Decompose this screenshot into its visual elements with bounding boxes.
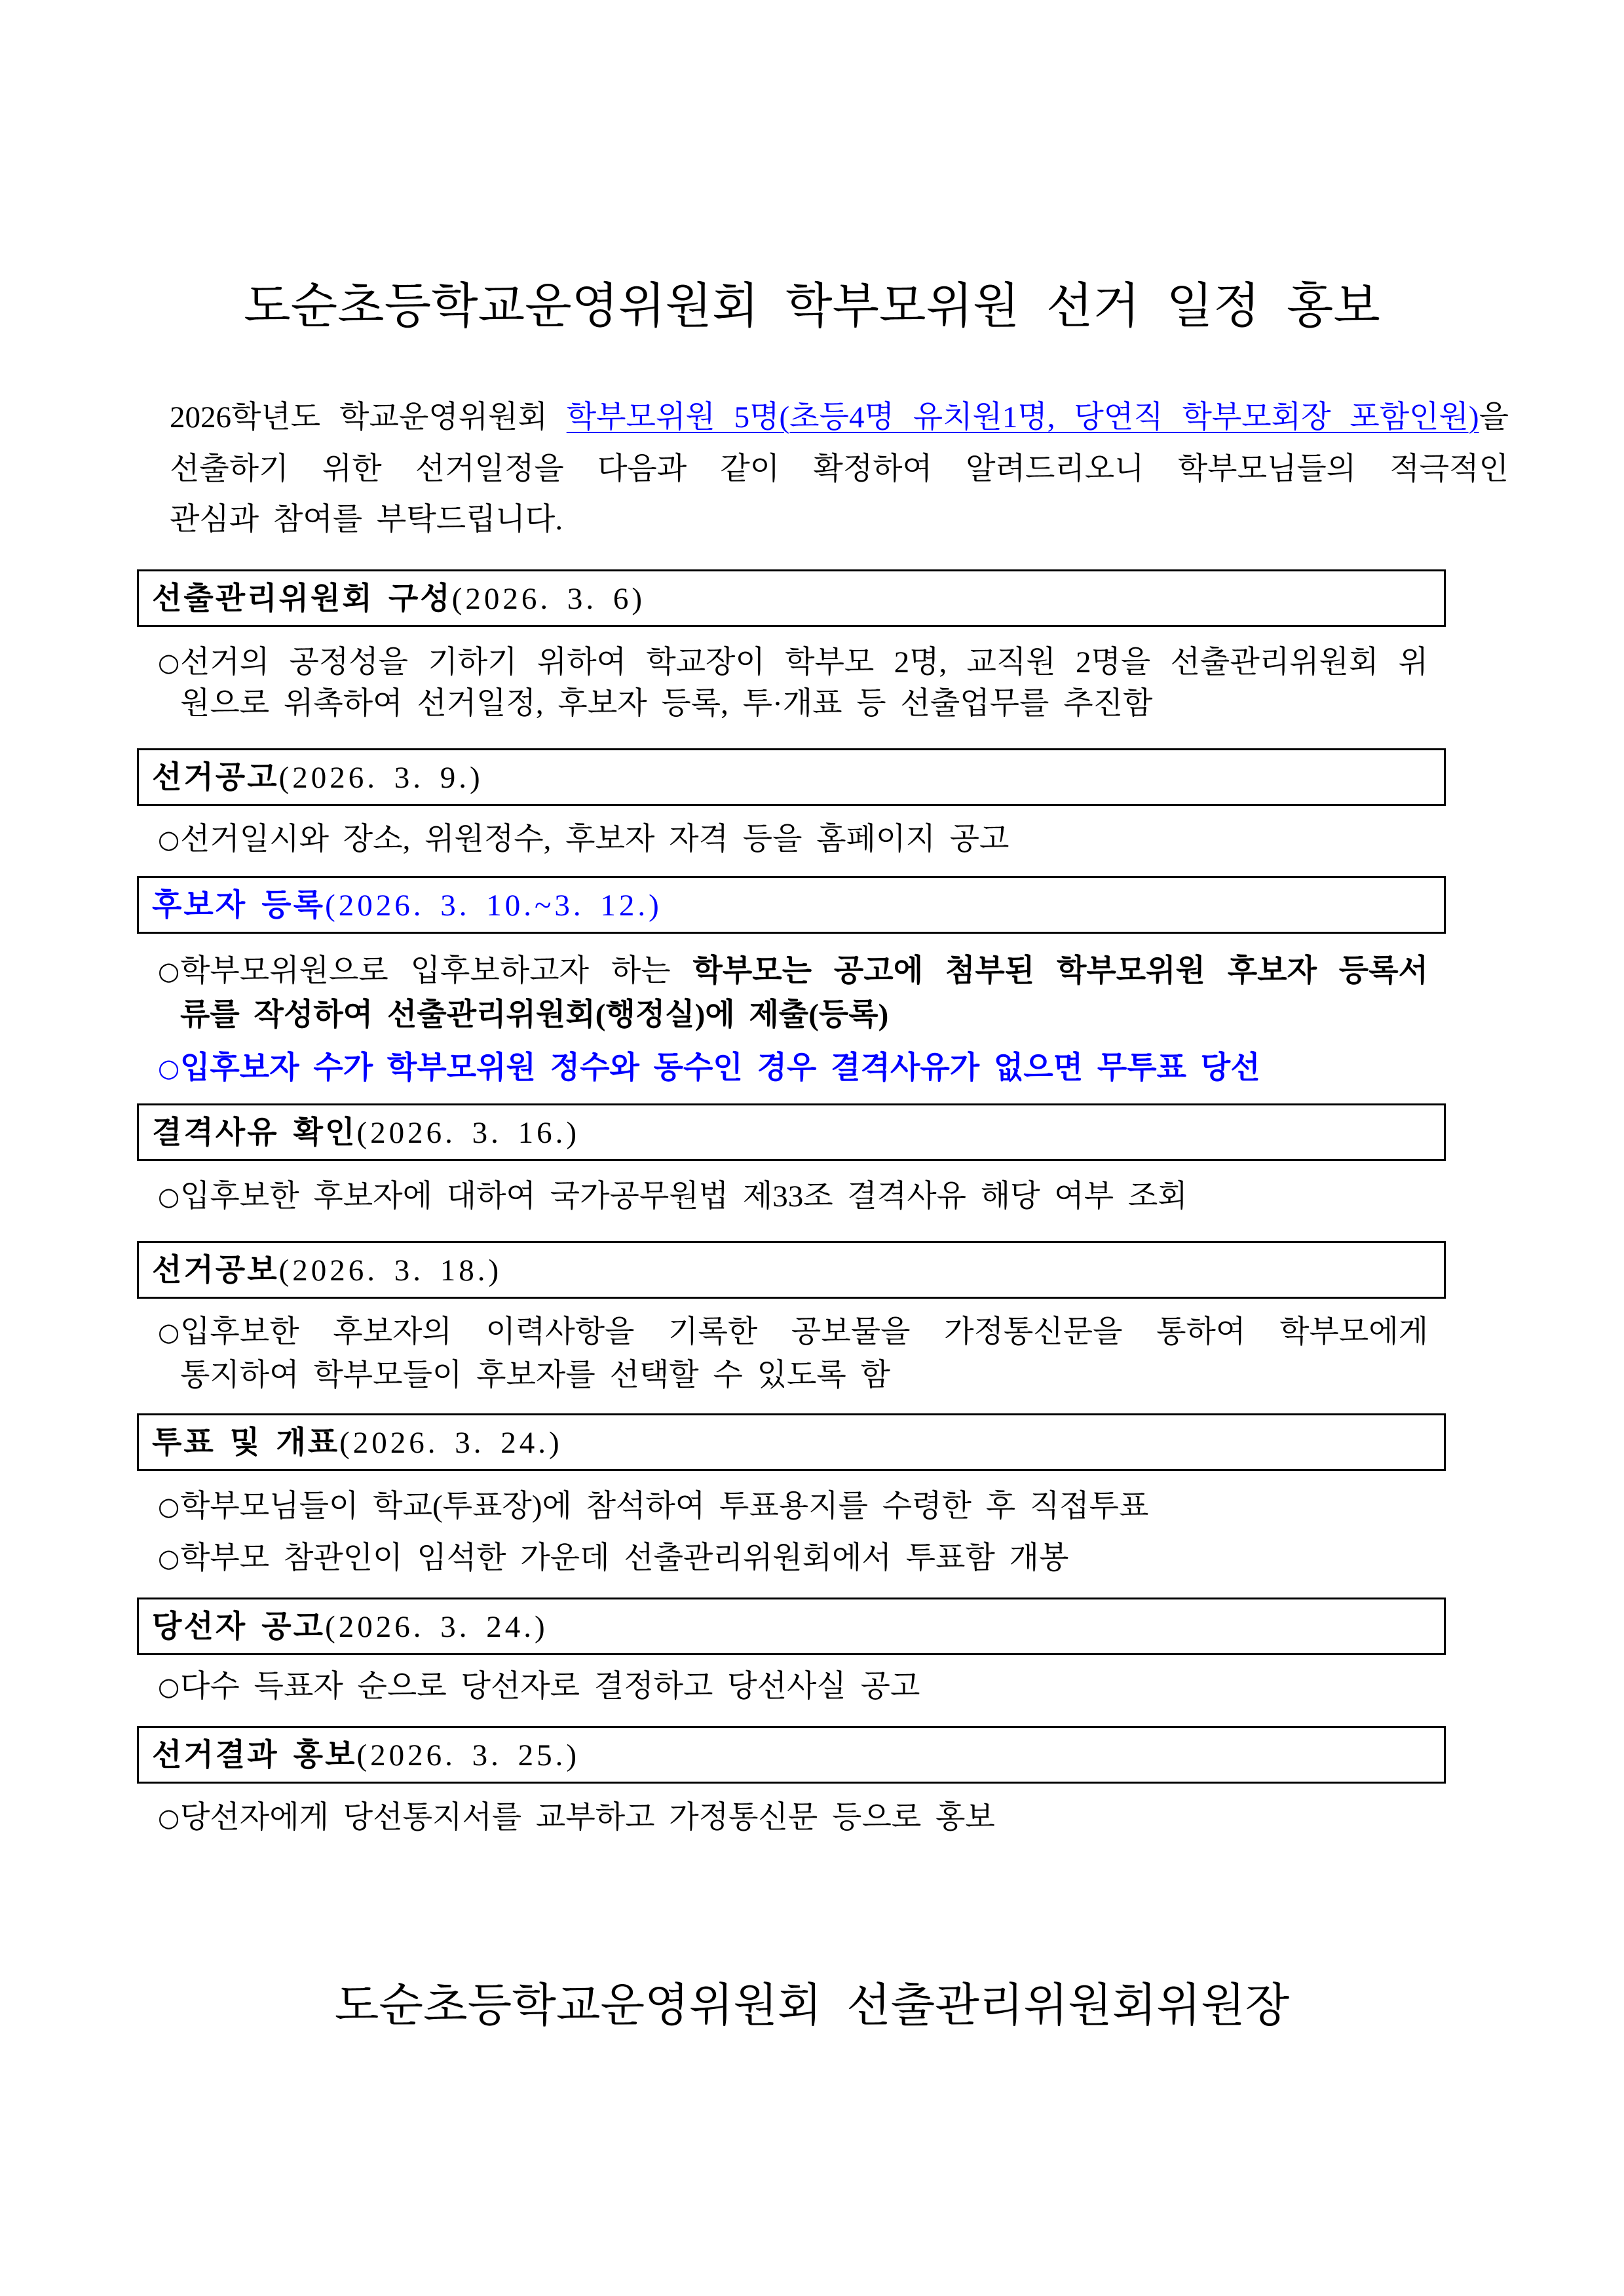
- bullet-line: 원으로 위촉하여 선거일정, 후보자 등록, 투·개표 등 선출업무를 추진함: [180, 687, 1153, 721]
- bullet-mark: ○: [158, 1054, 180, 1082]
- bullet-line: 선거일시와 장소, 위원정수, 후보자 자격 등을 홈페이지 공고: [180, 822, 1010, 856]
- section-heading: 선거결과 홍보: [152, 1737, 357, 1772]
- bullet-text-regular: 학부모위원으로 입후보하고자 하는: [180, 954, 693, 988]
- signature-issuer: 도순초등학교운영위원회 선출관리위원회위원장: [334, 1981, 1290, 2031]
- bullet-mark: ○: [158, 1672, 180, 1701]
- section-header-registration: [137, 876, 1446, 934]
- section-date: (2026. 3. 24.): [325, 1610, 548, 1644]
- member-quota-highlight: 학부모위원 5명(초등4명 유치원1명, 당연직 학부모회장 포함인원): [566, 400, 1479, 434]
- bullet-mark: ○: [158, 648, 180, 677]
- intro-text-suffix: 을: [1479, 400, 1509, 434]
- bullet-item: [158, 1540, 1428, 1577]
- intro-line-2: 선출하기 위한 선거일정을 다음과 같이 확정하여 알려드리오니 학부모님들의 적극적인: [170, 452, 1509, 486]
- bullet-continuation: [158, 1357, 1428, 1394]
- bullet-continuation: [158, 685, 1428, 722]
- section-date: (2026. 3. 25.): [356, 1738, 580, 1772]
- bullet-line-bold: 류를 작성하여 선출관리위원회(행정실)에 제출(등록): [180, 998, 889, 1032]
- bullet-item-uncontested: [158, 1050, 1428, 1086]
- section-header-bulletin: [137, 1241, 1446, 1299]
- bullet-item: [158, 953, 1428, 989]
- section-date: (2026. 3. 16.): [356, 1116, 580, 1150]
- bullet-item: [158, 1178, 1428, 1215]
- bullet-mark: ○: [158, 957, 180, 985]
- section-header-notice: [137, 748, 1446, 806]
- intro-line-1: [170, 398, 1509, 437]
- bullet-continuation: [158, 997, 1428, 1033]
- section-date: (2026. 3. 10.~3. 12.): [325, 889, 662, 923]
- bullet-mark: ○: [158, 1544, 180, 1573]
- section-date: (2026. 3. 9.): [278, 761, 483, 795]
- bullet-item: [158, 1799, 1428, 1836]
- document-title: 도순초등학교운영위원회 학부모위원 선거 일정 홍보: [244, 280, 1380, 334]
- bullet-item: [158, 644, 1428, 681]
- bullet-item: [158, 1668, 1428, 1705]
- bullet-mark: ○: [158, 1318, 180, 1347]
- bullet-item: [158, 1488, 1428, 1525]
- bullet-line: 통지하여 학부모들이 후보자를 선택할 수 있도록 함: [180, 1358, 890, 1392]
- section-header-committee: [137, 569, 1446, 627]
- bullet-text-bold: 학부모는 공고에 첨부된 학부모위원 후보자 등록서: [692, 954, 1428, 988]
- bullet-line: 학부모 참관인이 임석한 가운데 선출관리위원회에서 투표함 개봉: [180, 1541, 1069, 1575]
- section-date: (2026. 3. 6): [451, 582, 645, 616]
- section-header-disqualification-check: [137, 1103, 1446, 1161]
- section-heading: 결격사유 확인: [152, 1115, 357, 1149]
- section-heading: 선거공고: [152, 759, 279, 794]
- section-heading: 투표 및 개표: [152, 1425, 340, 1459]
- section-heading: 후보자 등록: [152, 887, 326, 922]
- bullet-line: 입후보한 후보자에 대하여 국가공무원법 제33조 결격사유 해당 여부 조회: [180, 1179, 1188, 1214]
- bullet-mark: ○: [158, 825, 180, 854]
- section-date: (2026. 3. 24.): [339, 1426, 563, 1460]
- bullet-line: 입후보자 수가 학부모위원 정수와 동수인 경우 결격사유가 없으면 무투표 당선: [180, 1051, 1260, 1085]
- bullet-line: 선거의 공정성을 기하기 위하여 학교장이 학부모 2명, 교직원 2명을 선출관리위원회 위: [180, 645, 1428, 679]
- bullet-line: 입후보한 후보자의 이력사항을 기록한 공보물을 가정통신문을 통하여 학부모에게: [180, 1315, 1428, 1349]
- bullet-mark: ○: [158, 1182, 180, 1211]
- bullet-line: 학부모님들이 학교(투표장)에 참석하여 투표용지를 수령한 후 직접투표: [180, 1489, 1149, 1523]
- section-heading: 당선자 공고: [152, 1609, 326, 1643]
- bullet-item: [158, 1314, 1428, 1350]
- bullet-line: 당선자에게 당선통지서를 교부하고 가정통신문 등으로 홍보: [180, 1801, 995, 1835]
- bullet-line: 다수 득표자 순으로 당선자로 결정하고 당선사실 공고: [180, 1670, 920, 1704]
- bullet-mark: ○: [158, 1492, 180, 1521]
- section-header-voting: [137, 1413, 1446, 1471]
- bullet-mark: ○: [158, 1803, 180, 1832]
- bullet-line: [180, 953, 1428, 989]
- bullet-item: [158, 821, 1428, 858]
- section-header-result-publicity: [137, 1726, 1446, 1784]
- intro-line-3: 관심과 참여를 부탁드립니다.: [170, 503, 563, 537]
- section-heading: 선출관리위원회 구성: [152, 581, 452, 615]
- section-heading: 선거공보: [152, 1252, 279, 1287]
- intro-text: 2026학년도 학교운영위원회: [170, 400, 567, 434]
- section-date: (2026. 3. 18.): [278, 1253, 502, 1288]
- section-header-winner-notice: [137, 1598, 1446, 1655]
